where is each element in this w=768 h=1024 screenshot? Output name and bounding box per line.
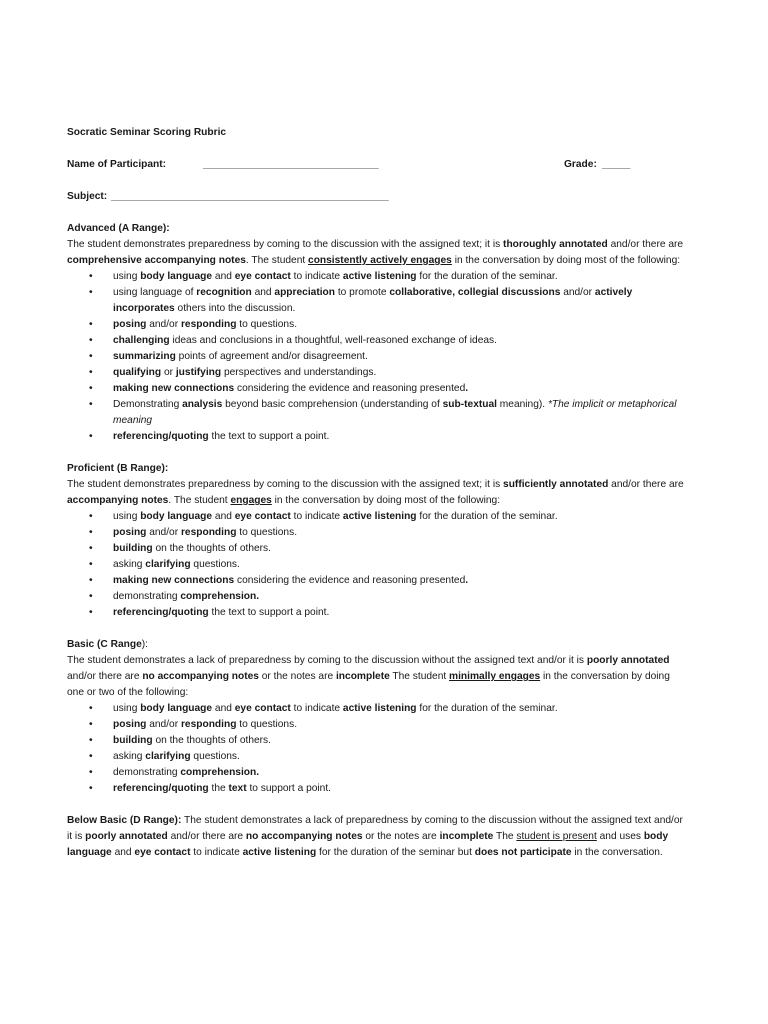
text-run: student is present: [516, 831, 597, 842]
text-run: accompanying notes: [67, 495, 169, 506]
text-run: comprehension.: [180, 591, 260, 602]
text-run: or the notes are: [258, 671, 336, 682]
text-run: and/or there are: [608, 479, 684, 490]
criteria-item: [67, 589, 687, 605]
text-run: referencing/quoting: [113, 431, 209, 442]
text-run: on the thoughts of others.: [152, 543, 271, 554]
document-title: Socratic Seminar Scoring Rubric: [67, 127, 227, 138]
criteria-item: [67, 365, 687, 381]
text-run: collaborative, collegial discussions: [389, 287, 561, 298]
text-run: does not participate: [474, 847, 572, 858]
criteria-item: [67, 317, 687, 333]
text-run: text: [228, 783, 247, 794]
criteria-item: [67, 605, 687, 621]
text-run: actively incorporates: [113, 287, 633, 314]
text-run: or the notes are: [362, 831, 440, 842]
text-run: referencing/quoting: [113, 607, 209, 618]
text-run: and/or: [560, 287, 595, 298]
criteria-item: [67, 701, 687, 717]
text-run: and: [111, 847, 135, 858]
text-run: in the conversation by doing most of the following:: [451, 255, 681, 266]
text-run: questions.: [190, 751, 240, 762]
text-run: to support a point.: [246, 783, 331, 794]
text-run: The student demonstrates a lack of preparedness by coming to the discussion without the assigned text and/or it is: [67, 655, 587, 666]
text-run: The student demonstrates preparedness by coming to the discussion with the assigned text; it is: [67, 479, 504, 490]
below-basic-paragraph: [67, 813, 687, 861]
text-run: no accompanying notes: [142, 671, 259, 682]
participant-blank: _______________________________: [203, 159, 379, 170]
text-run: using: [113, 703, 141, 714]
proficient-criteria-list: [67, 509, 687, 621]
text-run: building: [113, 543, 153, 554]
text-run: clarifying: [145, 559, 191, 570]
rubric-document: [67, 125, 687, 861]
text-run: posing: [113, 319, 147, 330]
text-run: eye contact: [234, 271, 291, 282]
criteria-item: [67, 781, 687, 797]
text-run: and/or there are: [167, 831, 246, 842]
text-run: to indicate: [290, 703, 343, 714]
basic-heading: [67, 637, 687, 653]
criteria-item: [67, 509, 687, 525]
text-run: the: [208, 783, 229, 794]
text-run: analysis: [182, 399, 223, 410]
text-run: and/or: [146, 719, 181, 730]
text-run: thoroughly annotated: [503, 239, 608, 250]
text-run: body language: [67, 831, 669, 858]
subject-row: [67, 189, 687, 205]
text-run: for the duration of the seminar.: [416, 271, 558, 282]
text-run: questions.: [190, 559, 240, 570]
criteria-item: [67, 333, 687, 349]
grade-blank: _____: [602, 159, 631, 170]
text-run: minimally engages: [449, 671, 541, 682]
text-run: engages: [230, 495, 272, 506]
text-run: to questions.: [236, 719, 298, 730]
criteria-item: [67, 573, 687, 589]
text-run: others into the discussion.: [174, 303, 296, 314]
text-run: justifying: [175, 367, 222, 378]
text-run: . The student: [245, 255, 309, 266]
text-run: demonstrating: [113, 767, 181, 778]
text-run: in the conversation by doing one or two of the following:: [67, 671, 670, 698]
text-run: building: [113, 735, 153, 746]
text-run: to indicate: [290, 271, 343, 282]
text-run: ideas and conclusions in a thoughtful, well-reasoned exchange of ideas.: [169, 335, 497, 346]
proficient-intro: [67, 477, 687, 509]
text-run: to indicate: [190, 847, 243, 858]
criteria-item: [67, 765, 687, 781]
text-run: to questions.: [236, 319, 298, 330]
text-run: sub-textual: [442, 399, 497, 410]
criteria-item: [67, 717, 687, 733]
advanced-criteria-list: [67, 269, 687, 445]
text-run: eye contact: [234, 511, 291, 522]
advanced-heading: Advanced (A Range):: [67, 223, 170, 234]
text-run: and: [212, 703, 235, 714]
text-run: active listening: [342, 703, 417, 714]
text-run: using: [113, 511, 141, 522]
text-run: incomplete: [439, 831, 494, 842]
text-run: for the duration of the seminar.: [416, 703, 558, 714]
criteria-item: [67, 285, 687, 317]
text-run: and: [251, 287, 275, 298]
text-run: Below Basic (D Range):: [67, 815, 182, 826]
text-run: .: [465, 383, 469, 394]
text-run: body language: [140, 511, 213, 522]
text-run: referencing/quoting: [113, 783, 209, 794]
text-run: . The student: [168, 495, 231, 506]
text-run: considering the evidence and reasoning presented: [234, 383, 466, 394]
proficient-heading: Proficient (B Range):: [67, 463, 169, 474]
text-run: and/or: [146, 319, 181, 330]
criteria-item: [67, 525, 687, 541]
basic-heading-tail: ):: [141, 639, 148, 650]
criteria-item: [67, 429, 687, 445]
text-run: active listening: [242, 847, 317, 858]
text-run: to indicate: [290, 511, 343, 522]
basic-intro: [67, 653, 687, 701]
text-run: The: [493, 831, 517, 842]
criteria-item: [67, 381, 687, 397]
text-run: making new connections: [113, 383, 235, 394]
basic-heading-main: Basic (C Range: [67, 639, 142, 650]
text-run: recognition: [196, 287, 252, 298]
text-run: the text to support a point.: [208, 607, 330, 618]
text-run: eye contact: [134, 847, 191, 858]
text-run: responding: [180, 719, 237, 730]
text-run: body language: [140, 271, 213, 282]
advanced-intro: [67, 237, 687, 269]
criteria-item: [67, 541, 687, 557]
text-run: active listening: [342, 511, 417, 522]
text-run: beyond basic comprehension (understanding of: [222, 399, 443, 410]
text-run: using: [113, 271, 141, 282]
text-run: and uses: [596, 831, 644, 842]
criteria-item: [67, 557, 687, 573]
text-run: *The implicit or metaphorical meaning: [113, 399, 677, 426]
text-run: for the duration of the seminar.: [416, 511, 558, 522]
text-run: poorly annotated: [586, 655, 670, 666]
text-run: eye contact: [234, 703, 291, 714]
text-run: summarizing: [113, 351, 176, 362]
text-run: and: [212, 271, 235, 282]
criteria-item: [67, 349, 687, 365]
text-run: for the duration of the seminar but: [316, 847, 475, 858]
criteria-item: [67, 397, 687, 429]
text-run: Demonstrating: [113, 399, 183, 410]
text-run: and: [212, 511, 235, 522]
text-run: active listening: [342, 271, 417, 282]
text-run: demonstrating: [113, 591, 181, 602]
text-run: clarifying: [145, 751, 191, 762]
text-run: on the thoughts of others.: [152, 735, 271, 746]
text-run: to questions.: [236, 527, 298, 538]
participant-label: Name of Participant:: [67, 159, 167, 170]
text-run: perspectives and understandings.: [221, 367, 377, 378]
criteria-item: [67, 733, 687, 749]
text-run: sufficiently annotated: [503, 479, 609, 490]
text-run: points of agreement and/or disagreement.: [175, 351, 368, 362]
text-run: comprehensive accompanying notes: [67, 255, 246, 266]
text-run: responding: [180, 319, 237, 330]
text-run: or: [161, 367, 176, 378]
text-run: The student: [389, 671, 450, 682]
text-run: to promote: [335, 287, 390, 298]
text-run: in the conversation.: [571, 847, 663, 858]
subject-blank: _________________________________________________: [111, 191, 389, 202]
text-run: meaning).: [496, 399, 548, 410]
text-run: appreciation: [274, 287, 335, 298]
text-run: posing: [113, 719, 147, 730]
criteria-item: [67, 269, 687, 285]
basic-criteria-list: [67, 701, 687, 797]
text-run: considering the evidence and reasoning presented: [234, 575, 466, 586]
grade-label: Grade:: [564, 159, 597, 170]
text-run: the text to support a point.: [208, 431, 330, 442]
subject-label: Subject:: [67, 191, 108, 202]
text-run: posing: [113, 527, 147, 538]
text-run: consistently actively engages: [308, 255, 452, 266]
text-run: .: [465, 575, 469, 586]
text-run: comprehension.: [180, 767, 260, 778]
text-run: responding: [180, 527, 237, 538]
text-run: asking: [113, 751, 146, 762]
criteria-item: [67, 749, 687, 765]
text-run: making new connections: [113, 575, 235, 586]
text-run: and/or: [146, 527, 181, 538]
text-run: The student demonstrates preparedness by coming to the discussion with the assigned text; it is: [67, 239, 504, 250]
text-run: The student demonstrates a lack of preparedness by coming to the discussion without the assigned text and/or it is: [67, 815, 683, 842]
text-run: poorly annotated: [85, 831, 168, 842]
text-run: body language: [140, 703, 213, 714]
text-run: no accompanying notes: [245, 831, 363, 842]
text-run: asking: [113, 559, 146, 570]
participant-row: [67, 157, 687, 173]
text-run: qualifying: [113, 367, 162, 378]
text-run: and/or there are: [67, 671, 143, 682]
text-run: and/or there are: [607, 239, 684, 250]
text-run: in the conversation by doing most of the following:: [271, 495, 501, 506]
text-run: incomplete: [335, 671, 390, 682]
text-run: challenging: [113, 335, 170, 346]
text-run: using language of: [113, 287, 197, 298]
